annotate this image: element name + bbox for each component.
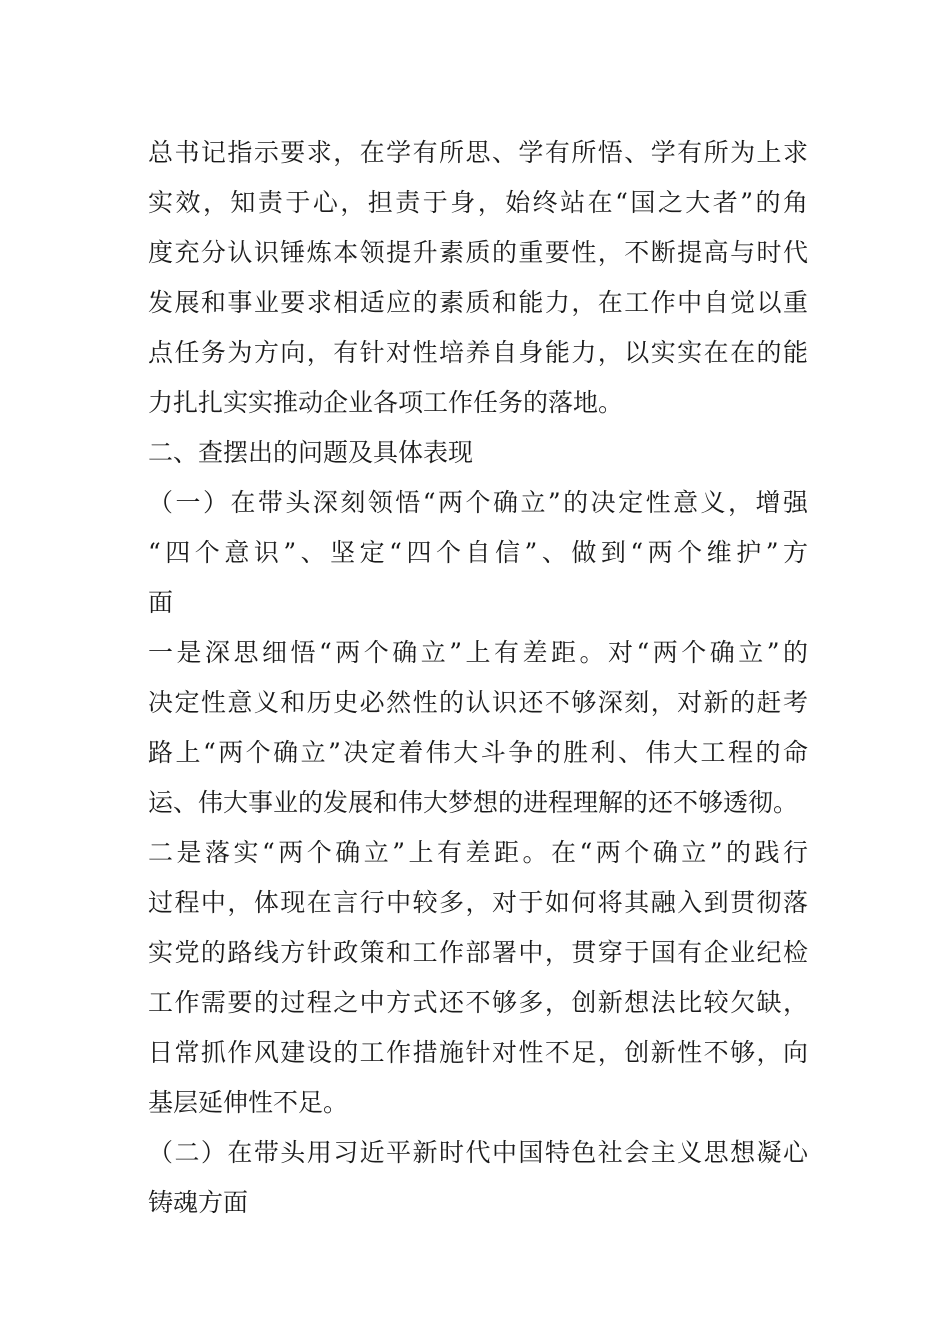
paragraph-intro <box>148 128 808 428</box>
text-line: 运、伟大事业的发展和伟大梦想的进程理解的还不够透彻。 <box>148 788 799 817</box>
text-line: 度充分认识锤炼本领提升素质的重要性，不断提高与时代 <box>148 238 808 267</box>
paragraph-point-one <box>148 628 808 828</box>
text-line: 发展和事业要求相适应的素质和能力，在工作中自觉以重 <box>148 288 808 317</box>
subheading-two <box>148 1128 808 1228</box>
text-line: 基层延伸性不足。 <box>148 1088 349 1117</box>
paragraph-point-two <box>148 828 808 1128</box>
text-line: “四个意识”、坚定“四个自信”、做到“两个维护”方 <box>148 538 808 567</box>
text-line: 二是落实“两个确立”上有差距。在“两个确立”的践行 <box>148 838 808 867</box>
text-line: 实效，知责于心，担责于身，始终站在“国之大者”的角 <box>148 188 808 217</box>
text-line: 决定性意义和历史必然性的认识还不够深刻，对新的赶考 <box>148 688 808 717</box>
text-line: 实党的路线方针政策和工作部署中，贯穿于国有企业纪检 <box>148 938 808 967</box>
text-line: （二）在带头用习近平新时代中国特色社会主义思想凝心 <box>148 1138 808 1167</box>
subheading-one <box>148 478 808 628</box>
text-line: 路上“两个确立”决定着伟大斗争的胜利、伟大工程的命 <box>148 738 808 767</box>
text-line: 总书记指示要求，在学有所思、学有所悟、学有所为上求 <box>148 138 808 167</box>
text-line: 点任务为方向，有针对性培养自身能力，以实实在在的能 <box>148 338 808 367</box>
text-line: 一是深思细悟“两个确立”上有差距。对“两个确立”的 <box>148 638 808 667</box>
section-heading: 二、查摆出的问题及具体表现 <box>148 438 474 467</box>
text-line: 过程中，体现在言行中较多，对于如何将其融入到贯彻落 <box>148 888 808 917</box>
text-line: 日常抓作风建设的工作措施针对性不足，创新性不够，向 <box>148 1038 808 1067</box>
text-line: 工作需要的过程之中方式还不够多，创新想法比较欠缺， <box>148 988 808 1017</box>
text-line: 面 <box>148 588 174 617</box>
text-line: （一）在带头深刻领悟“两个确立”的决定性意义，增强 <box>148 488 808 517</box>
text-line: 铸魂方面 <box>148 1188 249 1217</box>
document-page <box>148 128 808 1228</box>
text-line: 力扎扎实实推动企业各项工作任务的落地。 <box>148 388 624 417</box>
